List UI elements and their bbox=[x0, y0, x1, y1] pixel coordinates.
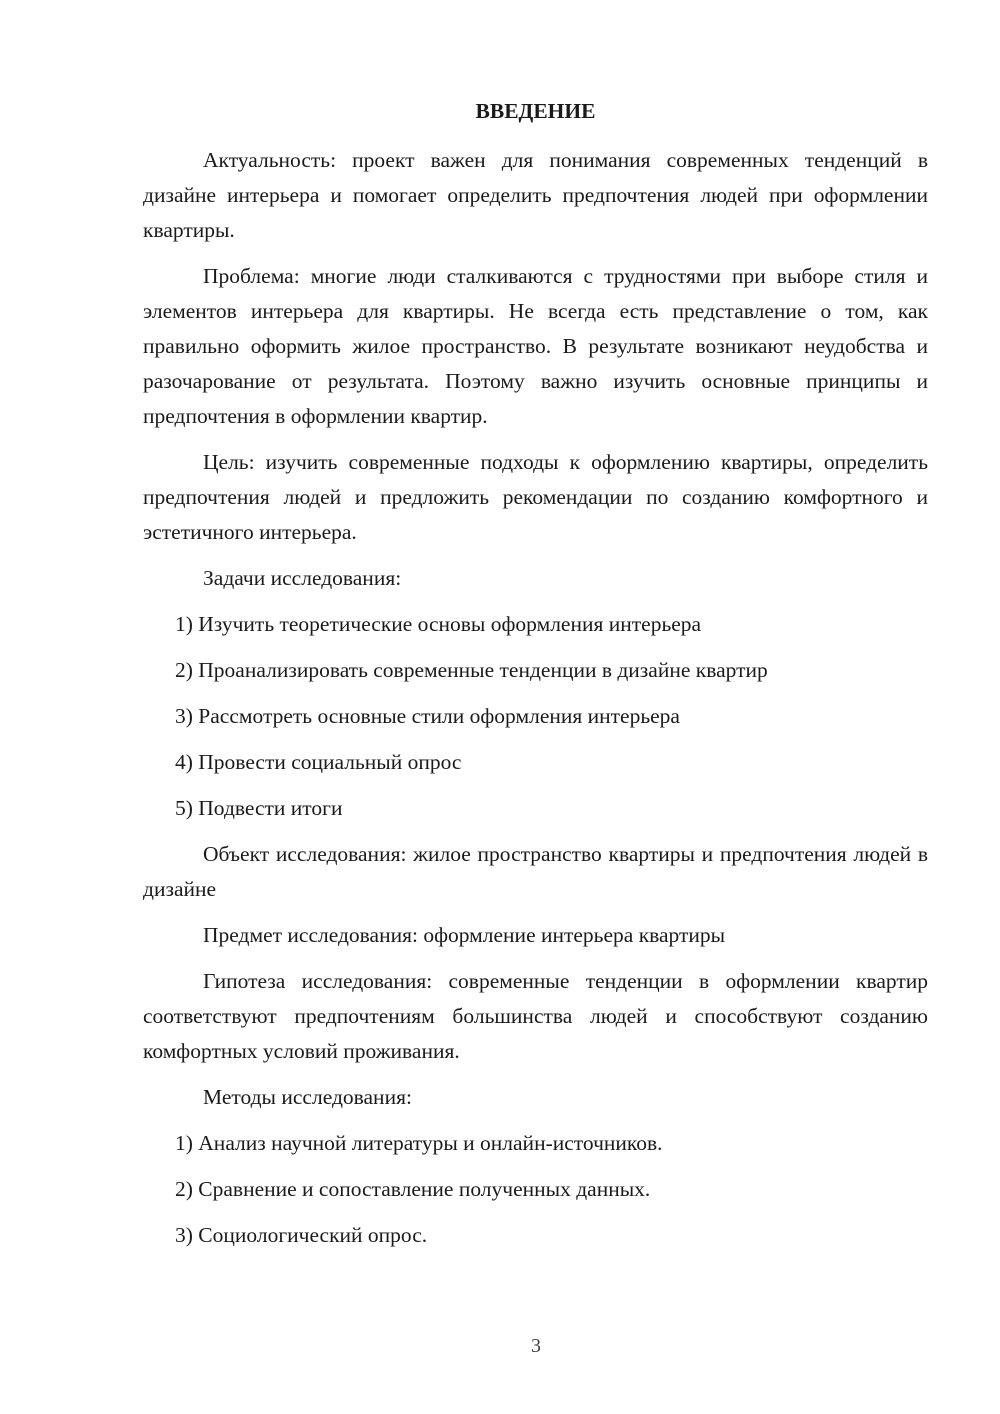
document-page bbox=[143, 96, 928, 1264]
tasks-heading: Задачи исследования: bbox=[203, 566, 402, 590]
list-item: 2) Проанализировать современные тенденции в дизайне квартир bbox=[175, 658, 768, 682]
list-item: 4) Провести социальный опрос bbox=[175, 750, 462, 774]
page-title: ВВЕДЕНИЕ bbox=[475, 99, 596, 123]
list-item: 1) Изучить теоретические основы оформления интерьера bbox=[175, 612, 702, 636]
hypothesis-paragraph: Гипотеза исследования: современные тенденции в оформлении квартир соответствуют предпочтениям большинства людей и способствуют созданию комфортных условий проживания. bbox=[143, 969, 928, 1063]
list-item: 1) Анализ научной литературы и онлайн-источников. bbox=[175, 1131, 663, 1155]
object-paragraph: Объект исследования: жилое пространство квартиры и предпочтения людей в дизайне bbox=[143, 842, 928, 901]
methods-heading: Методы исследования: bbox=[203, 1085, 412, 1109]
tasks-list bbox=[143, 607, 928, 826]
list-item: 3) Рассмотреть основные стили оформления интерьера bbox=[175, 704, 680, 728]
relevance-paragraph: Актуальность: проект важен для понимания современных тенденций в дизайне интерьера и помогает определить предпочтения людей при оформлении квартиры. bbox=[143, 148, 928, 242]
list-item: 2) Сравнение и сопоставление полученных данных. bbox=[175, 1177, 651, 1201]
page-number: 3 bbox=[531, 1335, 541, 1357]
problem-paragraph: Проблема: многие люди сталкиваются с трудностями при выборе стиля и элементов интерьера для квартиры. Не всегда есть представление о том, как правильно оформить жилое пространство. В результате возникают неудобства и разочарование от результата. Поэтому важно изучить основные принципы и предпочтения в оформлении квартир. bbox=[143, 264, 928, 428]
list-item: 3) Социологический опрос. bbox=[175, 1223, 428, 1247]
list-item: 5) Подвести итоги bbox=[175, 796, 343, 820]
goal-paragraph: Цель: изучить современные подходы к оформлению квартиры, определить предпочтения людей и предложить рекомендации по созданию комфортного и эстетичного интерьера. bbox=[143, 450, 928, 544]
subject-paragraph: Предмет исследования: оформление интерьера квартиры bbox=[203, 923, 726, 947]
methods-list bbox=[143, 1126, 928, 1253]
